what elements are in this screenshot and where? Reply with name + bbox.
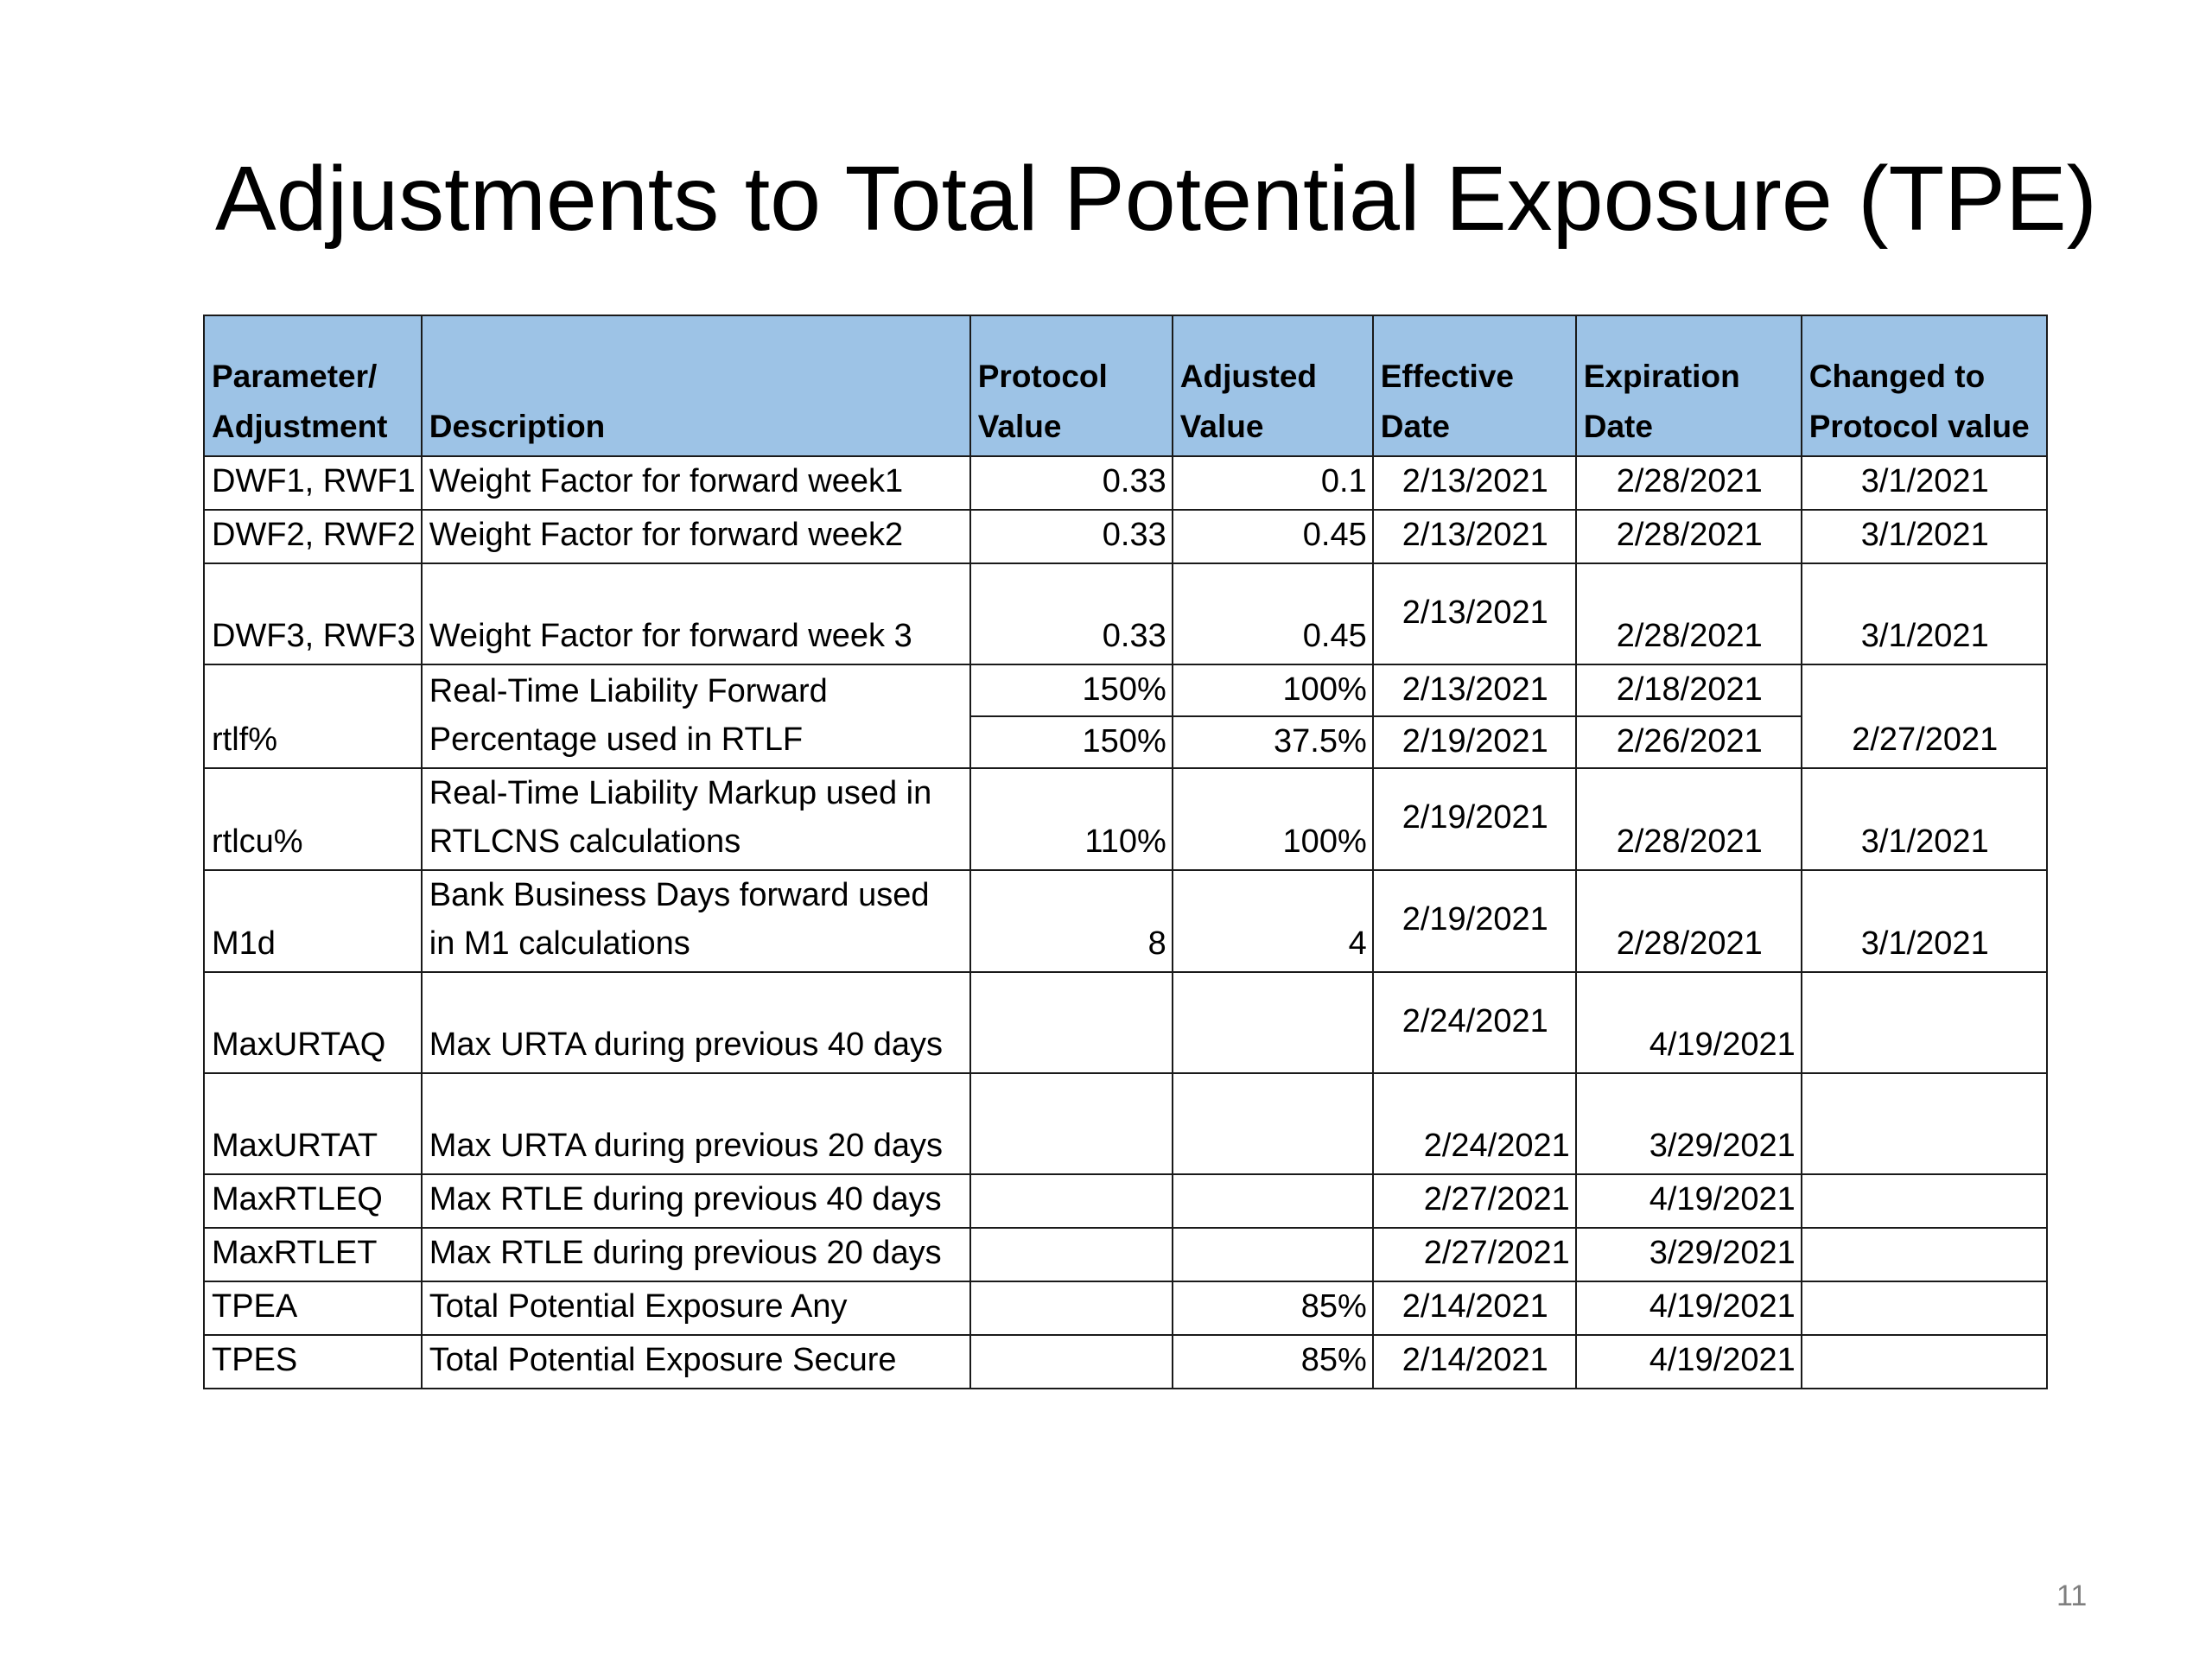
cell-changed-date — [1802, 1073, 2047, 1174]
cell-protocol-value — [970, 1228, 1173, 1281]
cell-expiration-date: 2/28/2021 — [1576, 563, 1802, 664]
cell-description: Max RTLE during previous 40 days — [422, 1174, 970, 1228]
table-row — [204, 1174, 2047, 1228]
cell-description: Total Potential Exposure Secure — [422, 1335, 970, 1389]
cell-description: Weight Factor for forward week 3 — [422, 563, 970, 664]
cell-expiration-date: 2/28/2021 — [1576, 510, 1802, 563]
cell-expiration-date: 4/19/2021 — [1576, 972, 1802, 1073]
cell-expiration-date: 3/29/2021 — [1576, 1073, 1802, 1174]
table-row — [204, 972, 2047, 1073]
cell-parameter: DWF3, RWF3 — [204, 563, 422, 664]
cell-parameter: rtlf% — [204, 664, 422, 768]
cell-changed-date — [1802, 1335, 2047, 1389]
header-parameter: Parameter/ Adjustment — [204, 315, 422, 456]
slide-title: Adjustments to Total Potential Exposure (TPE) — [215, 148, 2097, 250]
cell-expiration-date: 2/18/2021 2/26/2021 — [1576, 664, 1802, 768]
cell-description: Bank Business Days forward used in M1 calculations — [422, 870, 970, 972]
header-effective-date: Effective Date — [1373, 315, 1576, 456]
cell-description: Max URTA during previous 20 days — [422, 1073, 970, 1174]
cell-adjusted-value: 85% — [1173, 1281, 1373, 1335]
cell-expiration-date: 4/19/2021 — [1576, 1335, 1802, 1389]
table-row — [204, 456, 2047, 510]
cell-protocol-value: 150% 150% — [970, 664, 1173, 768]
cell-effective-date: 2/13/2021 — [1373, 510, 1576, 563]
cell-changed-date: 3/1/2021 — [1802, 768, 2047, 870]
tpe-adjustments-table — [203, 315, 2048, 1389]
header-expiration-date: Expiration Date — [1576, 315, 1802, 456]
cell-changed-date: 2/27/2021 — [1802, 664, 2047, 768]
cell-adjusted-value: 100% — [1173, 768, 1373, 870]
cell-parameter: TPEA — [204, 1281, 422, 1335]
cell-effective-date: 2/14/2021 — [1373, 1335, 1576, 1389]
table-row — [204, 768, 2047, 870]
cell-protocol-value — [970, 1281, 1173, 1335]
cell-effective-date: 2/24/2021 — [1373, 1073, 1576, 1174]
table-row — [204, 1073, 2047, 1174]
cell-protocol-value: 0.33 — [970, 456, 1173, 510]
cell-expiration-date: 2/28/2021 — [1576, 456, 1802, 510]
table-row — [204, 870, 2047, 972]
cell-expiration-date: 2/28/2021 — [1576, 870, 1802, 972]
table-row — [204, 510, 2047, 563]
cell-expiration-date: 4/19/2021 — [1576, 1281, 1802, 1335]
cell-protocol-value: 0.33 — [970, 563, 1173, 664]
cell-protocol-value — [970, 1073, 1173, 1174]
header-adjusted-value: Adjusted Value — [1173, 315, 1373, 456]
cell-effective-date: 2/27/2021 — [1373, 1228, 1576, 1281]
cell-adjusted-value — [1173, 1073, 1373, 1174]
cell-effective-date: 2/19/2021 — [1373, 768, 1576, 870]
cell-description: Real-Time Liability Forward Percentage used in RTLF — [422, 664, 970, 768]
cell-parameter: MaxRTLET — [204, 1228, 422, 1281]
cell-description: Max URTA during previous 40 days — [422, 972, 970, 1073]
table-row — [204, 1281, 2047, 1335]
cell-changed-date: 3/1/2021 — [1802, 563, 2047, 664]
header-protocol-value: Protocol Value — [970, 315, 1173, 456]
slide-number: 11 — [2056, 1580, 2088, 1612]
cell-adjusted-value: 0.45 — [1173, 510, 1373, 563]
cell-parameter: MaxRTLEQ — [204, 1174, 422, 1228]
cell-description: Total Potential Exposure Any — [422, 1281, 970, 1335]
cell-parameter: M1d — [204, 870, 422, 972]
cell-changed-date — [1802, 972, 2047, 1073]
cell-adjusted-value — [1173, 972, 1373, 1073]
header-row — [204, 315, 2047, 456]
cell-parameter: TPES — [204, 1335, 422, 1389]
cell-effective-date: 2/27/2021 — [1373, 1174, 1576, 1228]
cell-protocol-value — [970, 972, 1173, 1073]
cell-effective-date: 2/24/2021 — [1373, 972, 1576, 1073]
cell-changed-date: 3/1/2021 — [1802, 870, 2047, 972]
cell-changed-date: 3/1/2021 — [1802, 510, 2047, 563]
cell-description: Weight Factor for forward week1 — [422, 456, 970, 510]
table-row — [204, 664, 2047, 768]
cell-description: Real-Time Liability Markup used in RTLCNS calculations — [422, 768, 970, 870]
cell-parameter: MaxURTAT — [204, 1073, 422, 1174]
cell-description: Weight Factor for forward week2 — [422, 510, 970, 563]
cell-changed-date — [1802, 1174, 2047, 1228]
cell-expiration-date: 2/28/2021 — [1576, 768, 1802, 870]
cell-adjusted-value: 4 — [1173, 870, 1373, 972]
cell-description: Max RTLE during previous 20 days — [422, 1228, 970, 1281]
cell-protocol-value — [970, 1174, 1173, 1228]
table-row — [204, 1228, 2047, 1281]
header-changed-to-protocol: Changed to Protocol value — [1802, 315, 2047, 456]
cell-protocol-value — [970, 1335, 1173, 1389]
cell-parameter: DWF1, RWF1 — [204, 456, 422, 510]
cell-changed-date — [1802, 1228, 2047, 1281]
cell-adjusted-value: 0.1 — [1173, 456, 1373, 510]
cell-changed-date: 3/1/2021 — [1802, 456, 2047, 510]
cell-adjusted-value: 85% — [1173, 1335, 1373, 1389]
cell-parameter: DWF2, RWF2 — [204, 510, 422, 563]
table-row — [204, 1335, 2047, 1389]
cell-protocol-value: 110% — [970, 768, 1173, 870]
table-row — [204, 563, 2047, 664]
cell-effective-date: 2/13/2021 — [1373, 456, 1576, 510]
cell-changed-date — [1802, 1281, 2047, 1335]
cell-expiration-date: 3/29/2021 — [1576, 1228, 1802, 1281]
cell-parameter: MaxURTAQ — [204, 972, 422, 1073]
cell-effective-date: 2/14/2021 — [1373, 1281, 1576, 1335]
cell-protocol-value: 8 — [970, 870, 1173, 972]
header-description: Description — [422, 315, 970, 456]
cell-protocol-value: 0.33 — [970, 510, 1173, 563]
cell-adjusted-value: 100% 37.5% — [1173, 664, 1373, 768]
cell-parameter: rtlcu% — [204, 768, 422, 870]
cell-adjusted-value — [1173, 1174, 1373, 1228]
cell-effective-date: 2/19/2021 — [1373, 870, 1576, 972]
cell-effective-date: 2/13/2021 — [1373, 563, 1576, 664]
cell-expiration-date: 4/19/2021 — [1576, 1174, 1802, 1228]
cell-effective-date: 2/13/2021 2/19/2021 — [1373, 664, 1576, 768]
cell-adjusted-value — [1173, 1228, 1373, 1281]
cell-adjusted-value: 0.45 — [1173, 563, 1373, 664]
